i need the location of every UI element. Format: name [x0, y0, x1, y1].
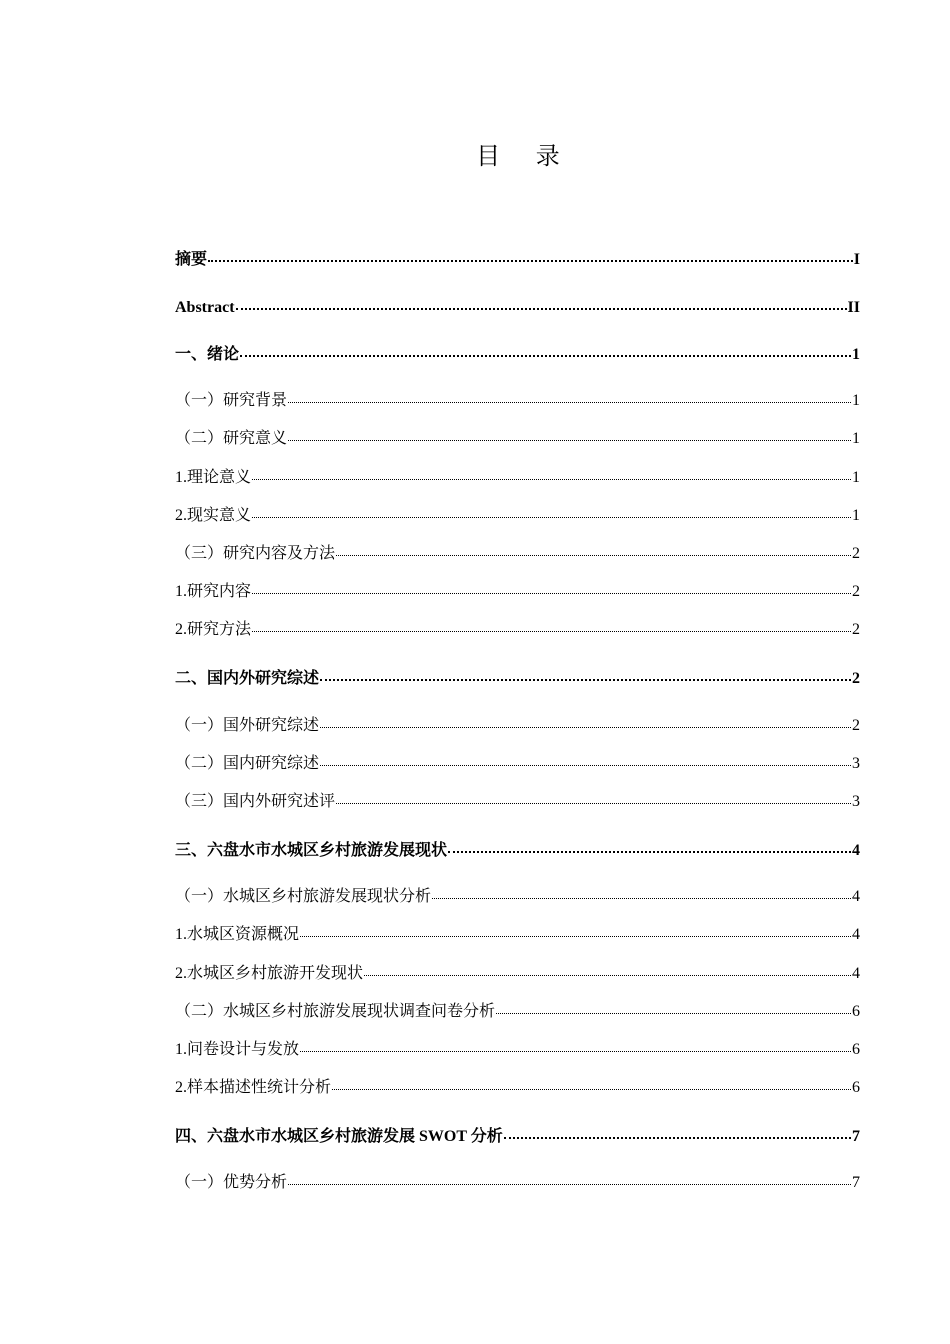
- toc-entry-page: 1: [852, 507, 860, 524]
- toc-leader-dots: [208, 244, 853, 262]
- toc-entry[interactable]: [175, 503, 860, 527]
- toc-leader-dots: [252, 615, 851, 632]
- toc-leader-dots: [320, 749, 851, 766]
- toc-leader-dots: [448, 835, 851, 853]
- toc-leader-dots: [252, 463, 851, 480]
- toc-leader-dots: [496, 997, 851, 1014]
- toc-entry[interactable]: [175, 999, 860, 1023]
- toc-entry[interactable]: [175, 617, 860, 641]
- toc-entry-page: 7: [852, 1128, 860, 1145]
- toc-entry-label: （二）国内研究综述: [175, 755, 320, 772]
- toc-entry-label: （二）研究意义: [175, 430, 288, 447]
- toc-entry-page: 1: [852, 346, 860, 363]
- toc-entry[interactable]: [175, 465, 860, 489]
- toc-entry-page: 6: [852, 1003, 860, 1020]
- toc-entry[interactable]: [175, 961, 860, 985]
- toc-entry-label: 1.问卷设计与发放: [175, 1041, 300, 1058]
- toc-entry[interactable]: [175, 541, 860, 565]
- toc-leader-dots: [240, 339, 851, 357]
- toc-entry-page: 1: [852, 469, 860, 486]
- toc-leader-dots: [320, 663, 851, 681]
- toc-entry[interactable]: [175, 1170, 860, 1194]
- toc-entry[interactable]: [175, 884, 860, 908]
- toc-entry-label: 一、绪论: [175, 346, 240, 363]
- toc-entry-label: 1.研究内容: [175, 583, 252, 600]
- toc-entry-label: 2.样本描述性统计分析: [175, 1079, 332, 1096]
- toc-leader-dots: [252, 577, 851, 594]
- toc-entry-label: 1.理论意义: [175, 469, 252, 486]
- toc-leader-dots: [288, 386, 851, 403]
- toc-leader-dots: [432, 882, 851, 899]
- toc-entry-page: 4: [852, 926, 860, 943]
- toc-entry[interactable]: [175, 922, 860, 946]
- toc-entry-label: 1.水城区资源概况: [175, 926, 300, 943]
- toc-entry-label: （一）优势分析: [175, 1174, 288, 1191]
- toc-entry[interactable]: [175, 294, 860, 318]
- toc-entry-label: （三）国内外研究述评: [175, 793, 336, 810]
- toc-leader-dots: [336, 539, 851, 556]
- toc-entry[interactable]: [175, 713, 860, 737]
- toc-entry-label: 四、六盘水市水城区乡村旅游发展 SWOT 分析: [175, 1128, 503, 1145]
- toc-entry[interactable]: [175, 579, 860, 603]
- page-title: 目 录: [476, 142, 574, 170]
- toc-entry[interactable]: [175, 388, 860, 412]
- toc-entry-page: 7: [852, 1174, 860, 1191]
- toc-leader-dots: [504, 1121, 851, 1139]
- toc-leader-dots: [300, 920, 851, 937]
- toc-entry[interactable]: [175, 837, 860, 861]
- toc-entry-page: 1: [852, 392, 860, 409]
- toc-leader-dots: [236, 292, 847, 310]
- toc-leader-dots: [336, 787, 851, 804]
- toc-entry-page: 2: [852, 545, 860, 562]
- toc-entry-label: （一）国外研究综述: [175, 717, 320, 734]
- toc-leader-dots: [288, 1168, 851, 1185]
- toc-entry-page: 4: [852, 965, 860, 982]
- toc-entry-page: I: [853, 251, 860, 268]
- toc-entry-page: 6: [852, 1041, 860, 1058]
- toc-entry-label: 2.现实意义: [175, 507, 252, 524]
- toc-entry-page: 4: [852, 888, 860, 905]
- toc-entry-page: 2: [852, 621, 860, 638]
- toc-entry-label: （二）水城区乡村旅游发展现状调查问卷分析: [175, 1003, 496, 1020]
- toc-entry[interactable]: [175, 1123, 860, 1147]
- toc-entry-page: 3: [852, 755, 860, 772]
- toc-entry-page: 2: [852, 717, 860, 734]
- toc-leader-dots: [288, 424, 851, 441]
- toc-entry-page: II: [847, 299, 860, 316]
- toc-entry-label: （一）研究背景: [175, 392, 288, 409]
- toc-entry[interactable]: [175, 789, 860, 813]
- toc-entry[interactable]: [175, 665, 860, 689]
- toc-entry-label: （三）研究内容及方法: [175, 545, 336, 562]
- toc-entry-page: 3: [852, 793, 860, 810]
- toc-leader-dots: [252, 501, 851, 518]
- toc-entry[interactable]: [175, 246, 860, 270]
- toc-entry-page: 4: [852, 842, 860, 859]
- toc-entry-label: （一）水城区乡村旅游发展现状分析: [175, 888, 432, 905]
- toc-entry-label: 2.研究方法: [175, 621, 252, 638]
- toc-entry[interactable]: [175, 1037, 860, 1061]
- toc-entry-label: 二、国内外研究综述: [175, 670, 320, 687]
- toc-entry-label: 摘要: [175, 251, 208, 268]
- toc-leader-dots: [300, 1035, 851, 1052]
- toc-entry-label: 三、六盘水市水城区乡村旅游发展现状: [175, 842, 448, 859]
- toc-entry[interactable]: [175, 426, 860, 450]
- toc-entry-page: 1: [852, 430, 860, 447]
- toc-leader-dots: [364, 959, 851, 976]
- toc-entry[interactable]: [175, 341, 860, 365]
- toc-entry-label: Abstract: [175, 299, 235, 316]
- toc-entry-page: 2: [852, 583, 860, 600]
- toc-entry-page: 6: [852, 1079, 860, 1096]
- toc-entry-label: 2.水城区乡村旅游开发现状: [175, 965, 364, 982]
- toc-leader-dots: [332, 1073, 851, 1090]
- toc-entry-page: 2: [852, 670, 860, 687]
- toc-leader-dots: [320, 711, 851, 728]
- toc-entry[interactable]: [175, 751, 860, 775]
- toc-entry[interactable]: [175, 1075, 860, 1099]
